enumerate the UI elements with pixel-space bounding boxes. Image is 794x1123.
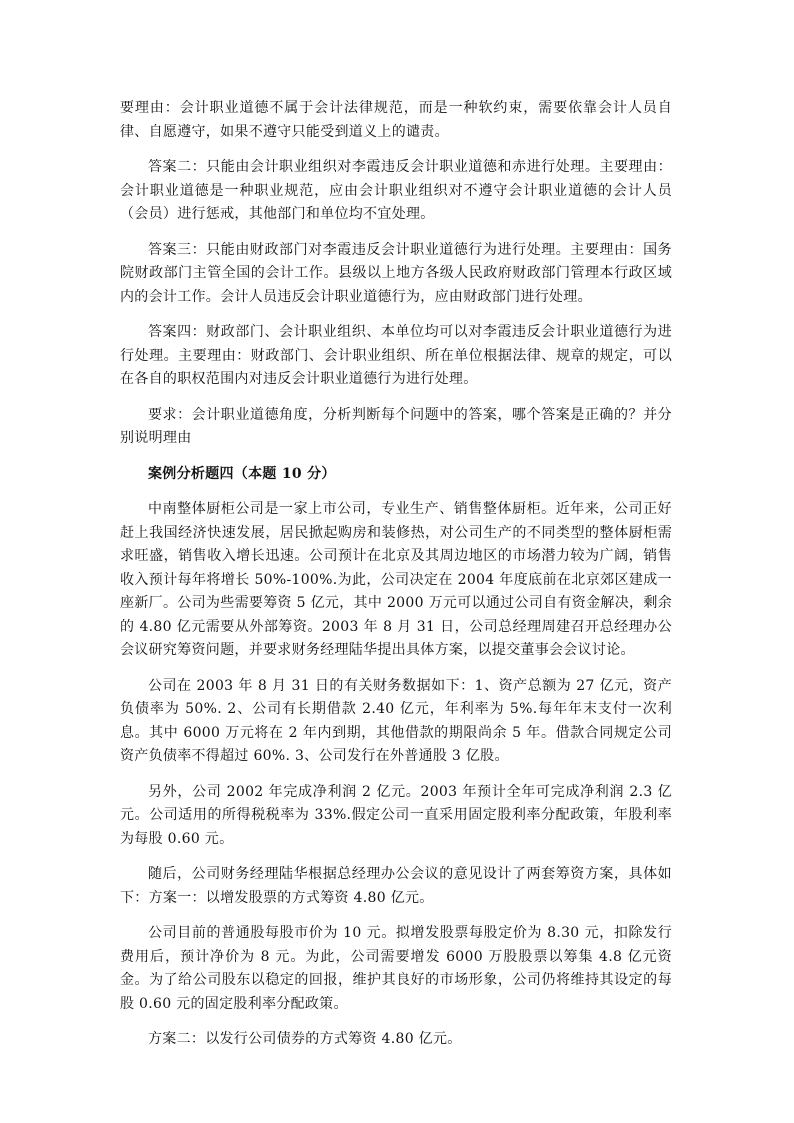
paragraph-profit-info: 另外，公司 2002 年完成净利润 2 亿元。2003 年预计全年可完成净利润 2.3 亿元。公司适用的所得税税率为 33%.假定公司一直采用固定股利率分配政策，年股利率为每股 0.60 元。 [120, 783, 672, 847]
paragraph-plan-two: 方案二：以发行公司债券的方式筹资 4.80 亿元。 [148, 1031, 462, 1047]
paragraph-reason-answer-one-continued: 要理由：会计职业道德不属于会计法律规范，而是一种软约束，需要依靠会计人员自律、自愿遵守，如果不遵守只能受到道义上的谴责。 [120, 100, 672, 140]
paragraph-plan-one-details: 公司目前的普通股每股市价为 10 元。拟增发股票每股定价为 8.30 元，扣除发行费用后，预计净价为 8 元。为此，公司需要增发 6000 万股股票以筹集 4.8 亿元资金。为了给公司股东以稳定的回报，维护其良好的市场形象，公司仍将维持其设定的每股 0.60 元的固定股利率分配政策。 [120, 925, 672, 1012]
paragraph-company-background: 中南整体厨柜公司是一家上市公司，专业生产、销售整体厨柜。近年来，公司正好赶上我国经济快速发展，居民掀起购房和装修热，对公司生产的不同类型的整体厨柜需求旺盛，销售收入增长迅速。公司预计在北京及其周边地区的市场潜力较为广阔，销售收入预计每年将增长 50%-100%.为此，公司决定在 2004 年度底前在北京郊区建成一座新厂。公司为些需要筹资 5 亿元，其中 2000 万元可以通过公司自有资金解决，剩余的 4.80 亿元需要从外部筹资。2003 年 8 月 31 日，公司总经理周建召开总经理办公会议研究筹资问题，并要求财务经理陆华提出具体方案，以提交董事会会议讨论。 [120, 501, 672, 658]
document-body [120, 97, 672, 1064]
case-analysis-four-heading: 案例分析题四（本题 10 分） [148, 465, 336, 482]
paragraph-financing-plans-intro: 随后，公司财务经理陆华根据总经理办公会议的意见设计了两套筹资方案，具体如下：方案一：以增发股票的方式筹资 4.80 亿元。 [120, 866, 672, 906]
paragraph-financial-data: 公司在 2003 年 8 月 31 日的有关财务数据如下：1、资产总额为 27 亿元，资产负债率为 50%. 2、公司有长期借款 2.40 亿元，年利率为 5%.每年年末支付一次利息。其中 6000 万元将在 2 年内到期，其他借款的期限尚余 5 年。借款合同规定公司资产负债率不得超过 60%. 3、公司发行在外普通股 3 亿股。 [120, 677, 672, 764]
paragraph-requirement: 要求：会计职业道德角度，分析判断每个问题中的答案，哪个答案是正确的？并分别说明理由 [120, 406, 672, 446]
paragraph-answer-three: 答案三：只能由财政部门对李霞违反会计职业道德行为进行处理。主要理由：国务院财政部门主管全国的会计工作。县级以上地方各级人民政府财政部门管理本行政区域内的会计工作。会计人员违反会计职业道德行为，应由财政部门进行处理。 [120, 241, 672, 305]
paragraph-answer-two: 答案二：只能由会计职业组织对李霞违反会计职业道德和赤进行处理。主要理由：会计职业道德是一种职业规范，应由会计职业组织对不遵守会计职业道德的会计人员（会员）进行惩戒，其他部门和单位均不宜处理。 [120, 159, 672, 222]
paragraph-answer-four: 答案四：财政部门、会计职业组织、本单位均可以对李霞违反会计职业道德行为进行处理。主要理由：财政部门、会计职业组织、所在单位根据法律、规章的规定，可以在各自的职权范围内对违反会计职业道德行为进行处理。 [120, 324, 672, 387]
